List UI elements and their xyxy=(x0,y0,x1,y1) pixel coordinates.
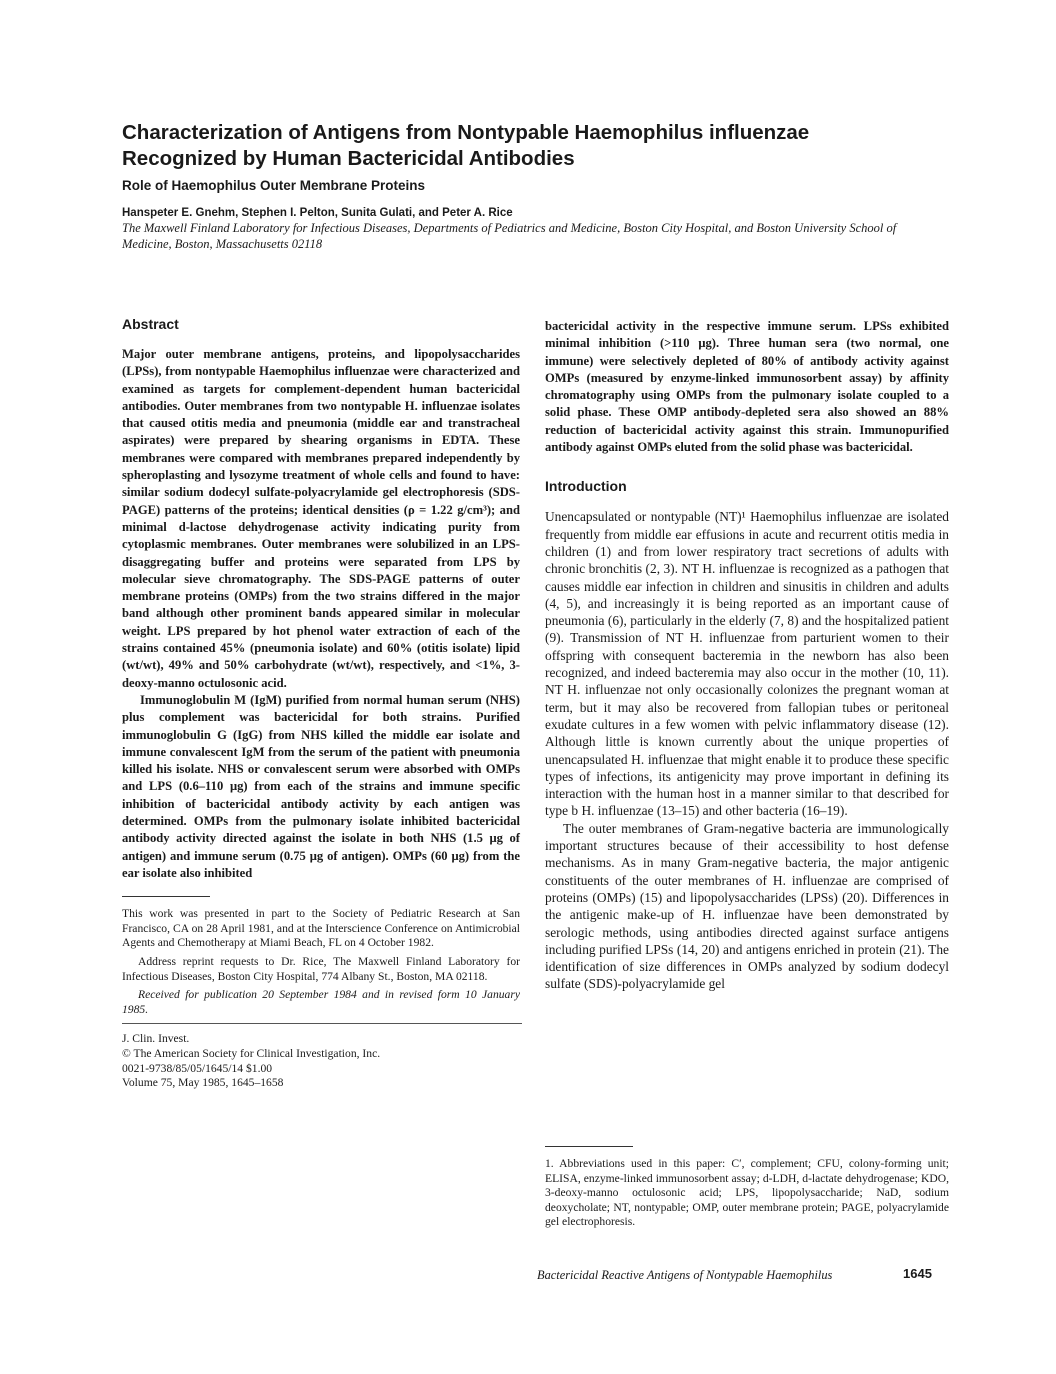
article-subtitle: Role of Haemophilus Outer Membrane Proteins xyxy=(122,178,426,193)
introduction-section xyxy=(545,478,949,992)
introduction-paragraph: Unencapsulated or nontypable (NT)¹ Haemophilus influenzae are isolated frequently from middle ear effusions in acute and recurrent otitis media in children (1) and from lower respiratory tract secretions of adults with chronic bronchitis (2, 3). NT H. influenzae is recognized as a pathogen that causes middle ear infection in children and sinusitis in children and adults (4, 5), and increasingly it is being reported as an important cause of pneumonia (6), particularly in the elderly (7, 8) and the hospitalized patient (9). Transmission of NT H. influenzae from parturient women to their offspring with consequent bacteremia in the newborn has also been recognized, and indeed bacteremia may also occur in the mother (10, 11). NT H. influenzae not only occasionally colonizes the pregnant woman at term, but it may also be recovered from fallopian tubes or peritoneal exudate cultures in a few women with pelvic inflammatory disease (12). Although little is known currently about the unique properties of unencapsulated H. influenzae that might enable it to produce these specific types of infections, its antigenicity may prove important in defining its interaction with the human host in a manner similar to that described for type b H. influenzae (13–15) and other bacteria (16–19). xyxy=(545,509,949,819)
abstract-heading: Abstract xyxy=(122,316,179,332)
page-number: 1645 xyxy=(903,1266,932,1281)
abstract-paragraph-continued: bactericidal activity in the respective immune serum. LPSs exhibited minimal inhibition (>110 μg). Three human sera (two normal, one immune) were selectively depleted of 80% of antibody activity against OMPs (measured by enzyme-linked immunosorbent assay) by affinity chromatography using OMPs from the pulmonary isolate coupled to a solid phase. These OMP antibody-depleted sera also showed an 88% reduction of bactericidal activity against this strain. Immunopurified antibody against OMPs eluted from the solid phase was bactericidal. xyxy=(545,319,949,455)
presentation-note: This work was presented in part to the Society of Pediatric Research at San Francisco, CA on 28 April 1981, and at the Interscience Conference on Antimicrobial Agents and Chemotherapy at Miami Beach, FL on 4 October 1982. xyxy=(122,907,520,950)
abstract-section xyxy=(122,316,520,882)
footnote-divider xyxy=(122,1023,522,1024)
author-list: Hanspeter E. Gnehm, Stephen I. Pelton, Sunita Gulati, and Peter A. Rice xyxy=(122,207,513,219)
left-column xyxy=(122,316,520,1091)
abstract-paragraph: Major outer membrane antigens, proteins, and lipopolysaccharides (LPSs), from nontypable Haemophilus influenzae were characterized and examined as targets for complement-dependent human bactericidal antibodies. Outer membranes from two nontypable H. influenzae isolates that caused otitis media and pneumonia (middle ear and transtracheal aspirates) were prepared by shearing organisms in EDTA. These membranes were compared with membranes prepared independently by spheroplasting and lysozyme treatment of whole cells and found to have: similar sodium dodecyl sulfate-polyacrylamide gel electrophoresis (SDS-PAGE) patterns of the proteins; identical densities (ρ = 1.22 g/cm³); and minimal d-lactose dehydrogenase activity indicating purity from cytoplasmic membranes. Outer membranes were solubilized in an LPS-disaggregating buffer and proteins were separated from LPS by molecular sieve chromatography. The SDS-PAGE patterns of outer membrane proteins (OMPs) from the two strains differed in the major band although other prominent bands appeared similar in molecular weight. LPS prepared by hot phenol water extraction of each of the strains contained 45% (pneumonia isolate) and 60% (otitis isolate) lipid (wt/wt), 49% and 50% carbohydrate (wt/wt), respectively, and <1%, 3-deoxy-manno octulosonic acid. xyxy=(122,347,520,690)
volume-info: Volume 75, May 1985, 1645–1658 xyxy=(122,1076,284,1090)
abbreviations-footnote: 1. Abbreviations used in this paper: C′, complement; CFU, colony-forming unit; ELISA, enzyme-linked immunosorbent assay; d-LDH, d-lactate dehydrogenase; KDO, 3-deoxy-manno octulosonic acid; LPS, lipopolysaccharide; NaD, sodium deoxycholate; NT, nontypable; OMP, outer membrane protein; PAGE, polyacrylamide gel electrophoresis. xyxy=(545,1157,949,1229)
introduction-heading: Introduction xyxy=(545,478,627,495)
article-title-line-1: Characterization of Antigens from Nontypable Haemophilus influenzae xyxy=(122,121,810,144)
running-footer: Bactericidal Reactive Antigens of Nontypable Haemophilus xyxy=(537,1268,833,1282)
footnote-divider xyxy=(122,896,210,897)
right-column xyxy=(545,318,949,993)
abstract-paragraph: Immunoglobulin M (IgM) purified from normal human serum (NHS) plus complement was bactericidal for both strains. Purified immunoglobulin G (IgG) from NHS killed the middle ear isolate and immune convalescent IgM from the serum of the patient with pneumonia killed his isolate. NHS or convalescent serum were absorbed with OMPs and LPS (0.6–110 μg) from each of the strains and immune specific inhibition of bactericidal antibody activity by each antigen was determined. OMPs from the pulmonary isolate inhibited bactericidal antibody activity directed against the isolate in both NHS (1.5 μg of antigen) and immune serum (0.75 μg of antigen). OMPs (60 μg) from the ear isolate also inhibited xyxy=(122,692,520,880)
introduction-paragraph: The outer membranes of Gram-negative bacteria are immunologically important structures because of their accessibility to host defense mechanisms. As in many Gram-negative bacteria, the major antigenic constituents of the outer membranes of H. influenzae are comprised of proteins (OMPs) (15) and lipopolysaccharides (LPSs) (20). Differences in the antigenic make-up of H. influenzae have been demonstrated by serologic methods, using antibodies directed against surface antigens including purified LPSs (14, 20) and antigens enriched in protein (21). The identification of size differences in OMPs analyzed by sodium dodecyl sulfate (SDS)-polyacrylamide gel xyxy=(545,820,949,992)
reprint-address-note: Address reprint requests to Dr. Rice, The Maxwell Finland Laboratory for Infectious Diseases, Boston City Hospital, 774 Albany St., Boston, MA 02118. xyxy=(122,954,520,983)
abbreviations-footnote-block xyxy=(545,1146,949,1234)
footnote-divider xyxy=(545,1146,633,1147)
affiliation: The Maxwell Finland Laboratory for Infectious Diseases, Departments of Pediatrics and Medicine, Boston City Hospital, and Boston University School of Medicine, Boston, Massachusetts 02118 xyxy=(122,221,897,251)
issn-code: 0021-9738/85/05/1645/14 $1.00 xyxy=(122,1061,273,1075)
received-date-note: Received for publication 20 September 1984 and in revised form 10 January 1985. xyxy=(122,988,520,1016)
journal-name: J. Clin. Invest. xyxy=(122,1032,190,1046)
copyright-notice: © The American Society for Clinical Investigation, Inc. xyxy=(122,1046,381,1060)
article-header xyxy=(122,120,942,252)
article-title-line-2: Recognized by Human Bactericidal Antibodies xyxy=(122,147,575,170)
